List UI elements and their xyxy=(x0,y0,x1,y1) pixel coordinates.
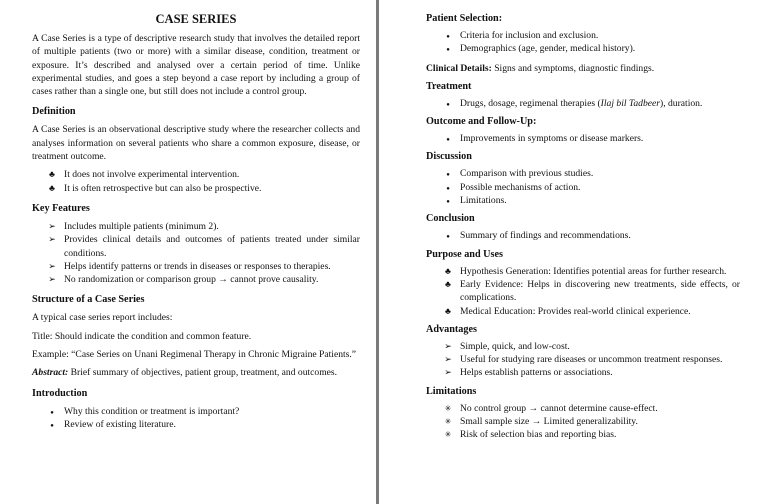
arrow-bullet-icon xyxy=(442,340,454,353)
purpose-list xyxy=(426,265,740,318)
club-bullet-icon xyxy=(442,305,454,318)
list-item: ● Review of existing literature. xyxy=(32,418,360,431)
clinical-details-line xyxy=(426,62,740,75)
arrow-bullet-icon xyxy=(442,353,454,366)
treatment-heading: Treatment xyxy=(426,80,472,92)
document-title: CASE SERIES xyxy=(155,12,237,26)
page-divider xyxy=(376,0,379,504)
arrow-bullet-icon xyxy=(46,273,58,286)
conclusion-list xyxy=(426,229,740,242)
introduction-list xyxy=(32,405,360,432)
discussion-list xyxy=(426,167,740,207)
dot-bullet-icon xyxy=(442,97,454,112)
list-item: ♣ It is often retrospective but can also be prospective. xyxy=(32,182,360,195)
list-item: ♣ Hypothesis Generation: Identifies potential areas for further research. xyxy=(426,265,740,278)
dot-bullet-icon xyxy=(442,42,454,57)
outcome-list xyxy=(426,132,740,145)
club-bullet-icon xyxy=(442,265,454,278)
dot-bullet-icon xyxy=(442,132,454,147)
limitations-list xyxy=(426,402,740,442)
abstract-label: Abstract: xyxy=(32,367,69,379)
list-item: ● Improvements in symptoms or disease markers. xyxy=(426,132,740,145)
clinical-details-text: Signs and symptoms, diagnostic findings. xyxy=(491,62,655,74)
patient-selection-list xyxy=(426,29,740,56)
list-item: ● Limitations. xyxy=(426,194,740,207)
dot-bullet-icon xyxy=(442,194,454,209)
patient-selection-heading: Patient Selection: xyxy=(426,13,503,24)
star-bullet-icon xyxy=(442,402,454,415)
list-item: ● Summary of findings and recommendations. xyxy=(426,229,740,242)
key-features-heading: Key Features xyxy=(32,202,90,214)
right-page xyxy=(380,0,760,504)
list-item: ● Why this condition or treatment is important? xyxy=(32,405,360,418)
intro-paragraph: A Case Series is a type of descriptive research study that involves the detailed report of multiple patients (two or more) with a similar disease, condition, treatment or exposure. It’s described and analysed over a certain period of time. Unlike experimental studies, and goes a step beyond a case report by including a group of cases rather than a single one, but still does not include a control group. xyxy=(32,33,360,98)
list-item: ➢ Helps establish patterns or associations. xyxy=(426,366,740,379)
list-item: ➢ No randomization or comparison group → cannot prove causality. xyxy=(32,273,360,286)
list-item: ♣ Early Evidence: Helps in discovering new treatments, side effects, or complications. xyxy=(426,278,740,305)
list-item: ♣ Medical Education: Provides real-world clinical experience. xyxy=(426,305,740,318)
example-line: Example: “Case Series on Unani Regimenal Therapy in Chronic Migraine Patients.” xyxy=(32,349,357,361)
advantages-heading: Advantages xyxy=(426,323,477,335)
list-item: ➢ Helps identify patterns or trends in diseases or responses to therapies. xyxy=(32,260,360,273)
advantages-list xyxy=(426,340,740,380)
purpose-heading: Purpose and Uses xyxy=(426,248,503,260)
list-item: ● Comparison with previous studies. xyxy=(426,167,740,180)
title-line: Title: Should indicate the condition and common feature. xyxy=(32,330,252,342)
list-item: ● Drugs, dosage, regimenal therapies (Ilaj bil Tadbeer), duration. xyxy=(426,97,740,110)
club-bullet-icon xyxy=(46,182,58,195)
list-item: ✳ Small sample size → Limited generalizability. xyxy=(426,415,740,428)
arrow-bullet-icon xyxy=(46,220,58,233)
dot-bullet-icon xyxy=(442,229,454,244)
list-item: ● Possible mechanisms of action. xyxy=(426,181,740,194)
definition-heading: Definition xyxy=(32,106,76,118)
key-features-list xyxy=(32,220,360,286)
limitations-heading: Limitations xyxy=(426,385,477,397)
list-item: ➢ Simple, quick, and low-cost. xyxy=(426,340,740,353)
list-item: ✳ Risk of selection bias and reporting bias. xyxy=(426,428,740,441)
star-bullet-icon xyxy=(442,428,454,441)
introduction-heading: Introduction xyxy=(32,387,88,399)
left-page xyxy=(0,0,376,504)
arrow-bullet-icon xyxy=(46,233,58,246)
list-item: ➢ Useful for studying rare diseases or uncommon treatment responses. xyxy=(426,353,740,366)
definition-list xyxy=(32,168,360,195)
list-item: ➢ Provides clinical details and outcomes of patients treated under similar conditions. xyxy=(32,233,360,260)
club-bullet-icon xyxy=(46,168,58,181)
star-bullet-icon xyxy=(442,415,454,428)
club-bullet-icon xyxy=(442,278,454,291)
treatment-list xyxy=(426,97,740,110)
outcome-heading: Outcome and Follow-Up: xyxy=(426,116,537,128)
list-item: ➢ Includes multiple patients (minimum 2). xyxy=(32,220,360,233)
list-item: ● Criteria for inclusion and exclusion. xyxy=(426,29,740,42)
structure-heading: Structure of a Case Series xyxy=(32,294,145,306)
clinical-details-label: Clinical Details: xyxy=(426,62,492,74)
conclusion-heading: Conclusion xyxy=(426,213,475,225)
discussion-heading: Discussion xyxy=(426,151,472,163)
abstract-text: Brief summary of objectives, patient group, treatment, and outcomes. xyxy=(68,367,338,379)
list-item: ♣ It does not involve experimental intervention. xyxy=(32,168,360,181)
structure-line: A typical case series report includes: xyxy=(32,312,173,324)
definition-paragraph: A Case Series is an observational descriptive study where the researcher collects and analyses information on several patients who share a common exposure, disease, or treatment outcome. xyxy=(32,124,360,163)
list-item: ✳ No control group → cannot determine cause-effect. xyxy=(426,402,740,415)
dot-bullet-icon xyxy=(46,418,58,433)
arrow-bullet-icon xyxy=(442,366,454,379)
arrow-bullet-icon xyxy=(46,260,58,273)
list-item: ● Demographics (age, gender, medical history). xyxy=(426,42,740,55)
abstract-line xyxy=(32,366,360,379)
